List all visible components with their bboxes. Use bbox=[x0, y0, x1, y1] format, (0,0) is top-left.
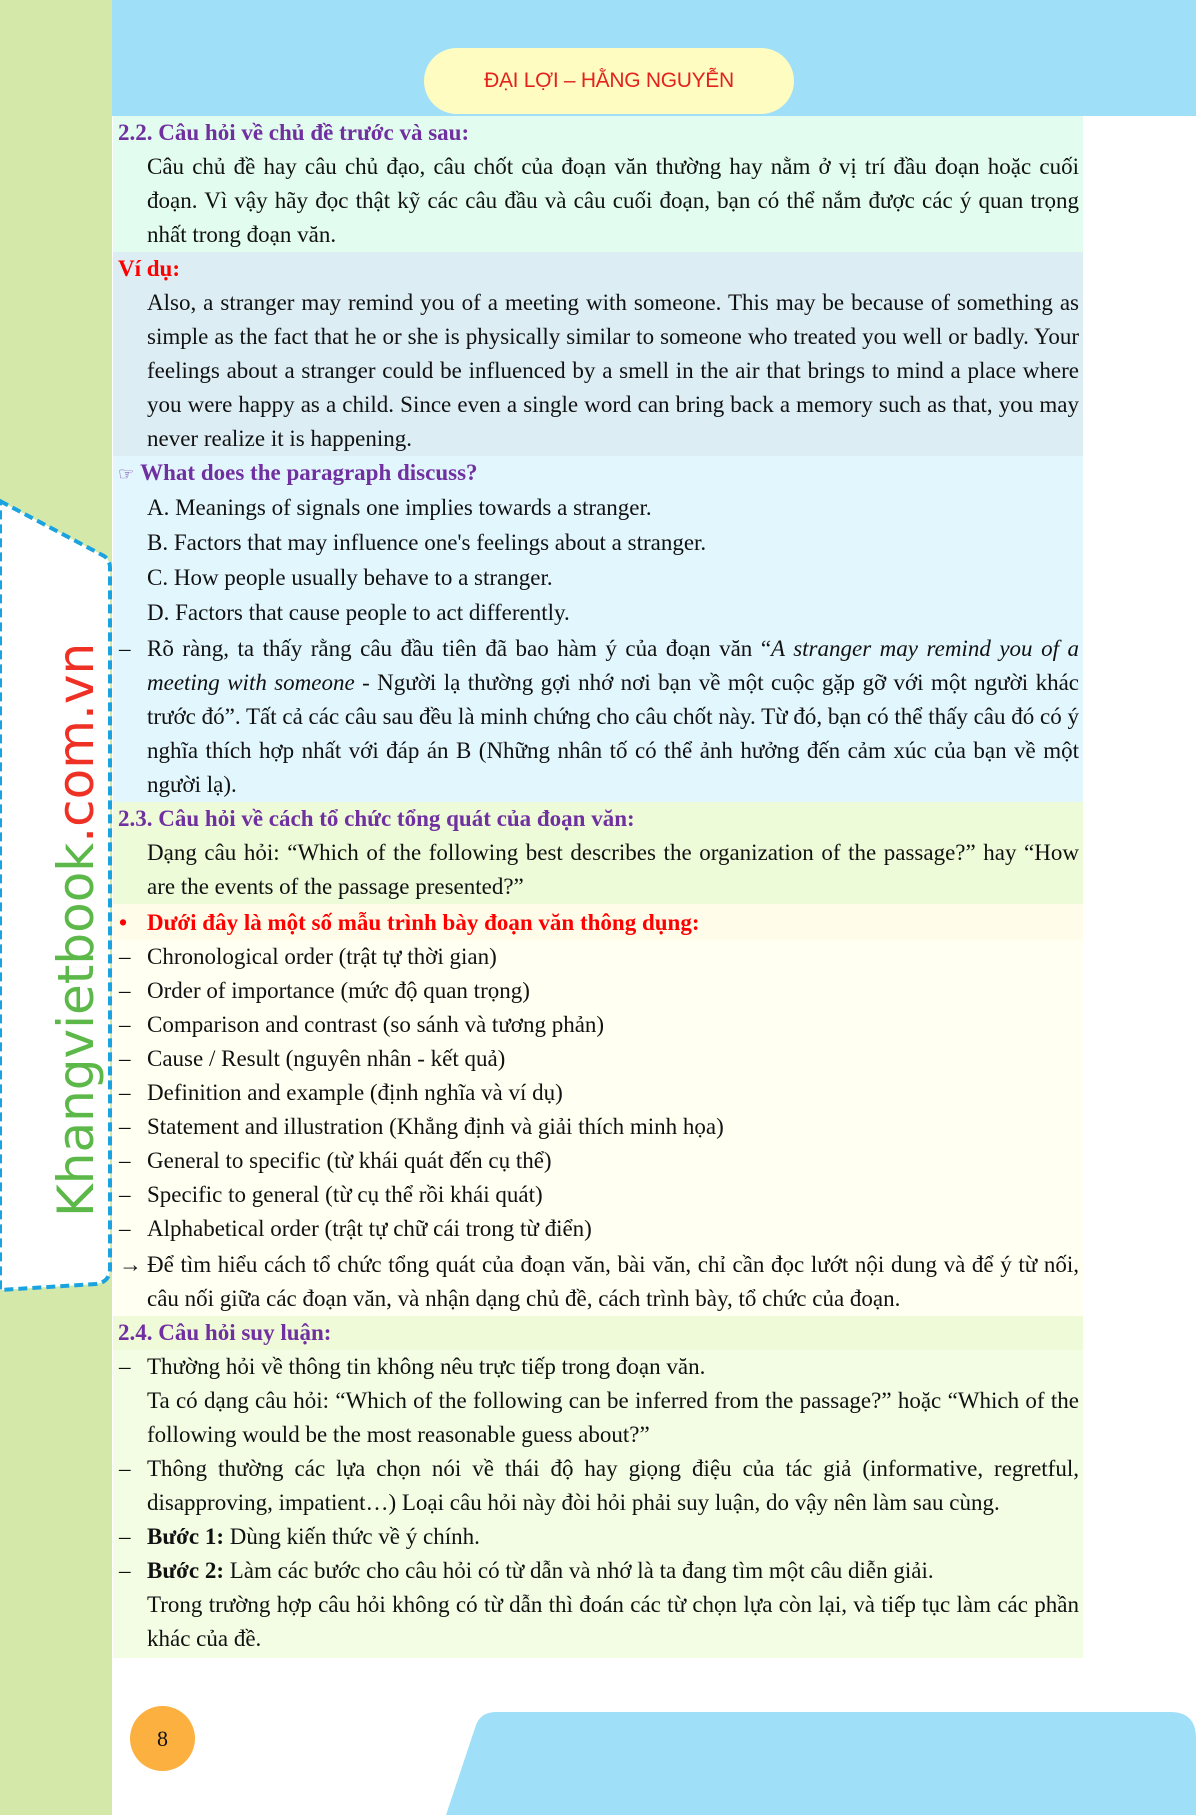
step-2: – Bước 2: Làm các bước cho câu hỏi có từ dẫn và nhớ là ta đang tìm một câu diễn giải. bbox=[119, 1558, 934, 1583]
explanation: – Rõ ràng, ta thấy rằng câu đầu tiên đã bao hàm ý của đoạn văn “A stranger may remind you of a meeting with someone - Người lạ thường gợi nhớ nơi bạn về một cuộc gặp gỡ với một người khác trước đó”. Tất cả các câu sau đều là minh chứng cho câu chốt này. Từ đó, bạn có thể thấy câu đó có ý nghĩa thích hợp nhất với đáp án B (Những nhân tố có thể ảnh hưởng đến cảm xúc của bạn về một người lạ). bbox=[113, 632, 1083, 802]
list-item: – Statement and illustration (Khẳng định và giải thích minh họa) bbox=[119, 1114, 724, 1139]
section-heading: 2.2. Câu hỏi về chủ đề trước và sau: bbox=[118, 120, 470, 145]
section-2-2 bbox=[113, 116, 1083, 252]
option-d: D. Factors that cause people to act differently. bbox=[147, 600, 570, 625]
list-item: – Specific to general (từ cụ thể rồi khái quát) bbox=[119, 1182, 543, 1207]
list-item: – Definition and example (định nghĩa và ví dụ) bbox=[119, 1080, 563, 1105]
arrow-right-icon: → bbox=[119, 1252, 142, 1277]
list-item: – Order of importance (mức độ quan trọng) bbox=[119, 978, 530, 1003]
paragraph: Trong trường hợp câu hỏi không có từ dẫn thì đoán các từ chọn lựa còn lại, và tiếp tục làm các phần khác của đề. bbox=[147, 1592, 1079, 1651]
header-title: ĐẠI LỢI – HẰNG NGUYỄN bbox=[424, 48, 794, 114]
pointing-hand-icon: ☞ bbox=[118, 464, 135, 484]
question-block bbox=[113, 456, 1083, 802]
paragraph: Ta có dạng câu hỏi: “Which of the following can be inferred from the passage?” hoặc “Which of the following would be the most reasonable guess about?” bbox=[147, 1388, 1079, 1447]
section-2-3 bbox=[113, 802, 1083, 904]
page-number: 8 bbox=[130, 1706, 195, 1771]
bullet-icon: • bbox=[119, 910, 128, 935]
step-1: – Bước 1: Dùng kiến thức về ý chính. bbox=[119, 1524, 480, 1549]
patterns-title: • Dưới đây là một số mẫu trình bày đoạn văn thông dụng: bbox=[113, 906, 1083, 940]
paragraph: Câu chủ đề hay câu chủ đạo, câu chốt của đoạn văn thường hay nằm ở vị trí đầu đoạn hoặc cuối đoạn. Vì vậy hãy đọc thật kỹ các câu đầu và câu cuối đoạn, bạn có thể nắm được các ý quan trọng nhất trong đoạn văn. bbox=[147, 154, 1079, 247]
option-c: C. How people usually behave to a stranger. bbox=[147, 565, 553, 590]
list-item: – Alphabetical order (trật tự chữ cái trong từ điển) bbox=[119, 1216, 592, 1241]
page-content bbox=[113, 116, 1083, 1658]
list-item: – Chronological order (trật tự thời gian) bbox=[119, 944, 497, 969]
list-item: – Thông thường các lựa chọn nói về thái độ hay giọng điệu của tác giả (informative, regretful, disapproving, impatient…) Loại câu hỏi này đòi hỏi phải suy luận, do vậy nên làm sau cùng. bbox=[119, 1456, 1079, 1515]
note: → Để tìm hiểu cách tổ chức tổng quát của đoạn văn, bài văn, chỉ cần đọc lướt nội dung và để ý từ nối, câu nối giữa các đoạn văn, và nhận dạng chủ đề, cách trình bày, tổ chức của đoạn. bbox=[113, 1248, 1083, 1316]
section-2-4 bbox=[113, 1350, 1083, 1658]
option-a: A. Meanings of signals one implies towards a stranger. bbox=[147, 495, 652, 520]
dash-icon: – bbox=[119, 636, 131, 661]
example-passage: Also, a stranger may remind you of a meeting with someone. This may be because of something as simple as the fact that he or she is physically similar to someone who treated you well or badly. Your feelings about a stranger could be influenced by a smell in the air that brings to mind a place where you were happy as a child. Since even a single word can bring back a memory such as that, you may never realize it is happening. bbox=[147, 290, 1079, 451]
list-item: – General to specific (từ khái quát đến cụ thể) bbox=[119, 1148, 552, 1173]
list-item: – Thường hỏi về thông tin không nêu trực tiếp trong đoạn văn. bbox=[119, 1354, 706, 1379]
section-heading: 2.3. Câu hỏi về cách tổ chức tổng quát của đoạn văn: bbox=[118, 806, 635, 831]
option-b: B. Factors that may influence one's feelings about a stranger. bbox=[147, 530, 707, 555]
list-item: – Cause / Result (nguyên nhân - kết quả) bbox=[119, 1046, 506, 1071]
example-block bbox=[113, 252, 1083, 456]
watermark-text: Khangvietbook.com.vn bbox=[47, 642, 105, 1218]
patterns-list bbox=[113, 940, 1083, 1316]
question-text: ☞ What does the paragraph discuss? bbox=[118, 460, 478, 485]
example-label: Ví dụ: bbox=[118, 256, 180, 281]
paragraph: Dạng câu hỏi: “Which of the following best describes the organization of the passage?” hay “How are the events of the passage presented?” bbox=[147, 840, 1079, 899]
section-heading: 2.4. Câu hỏi suy luận: bbox=[118, 1320, 332, 1345]
list-item: – Comparison and contrast (so sánh và tương phản) bbox=[119, 1012, 605, 1037]
